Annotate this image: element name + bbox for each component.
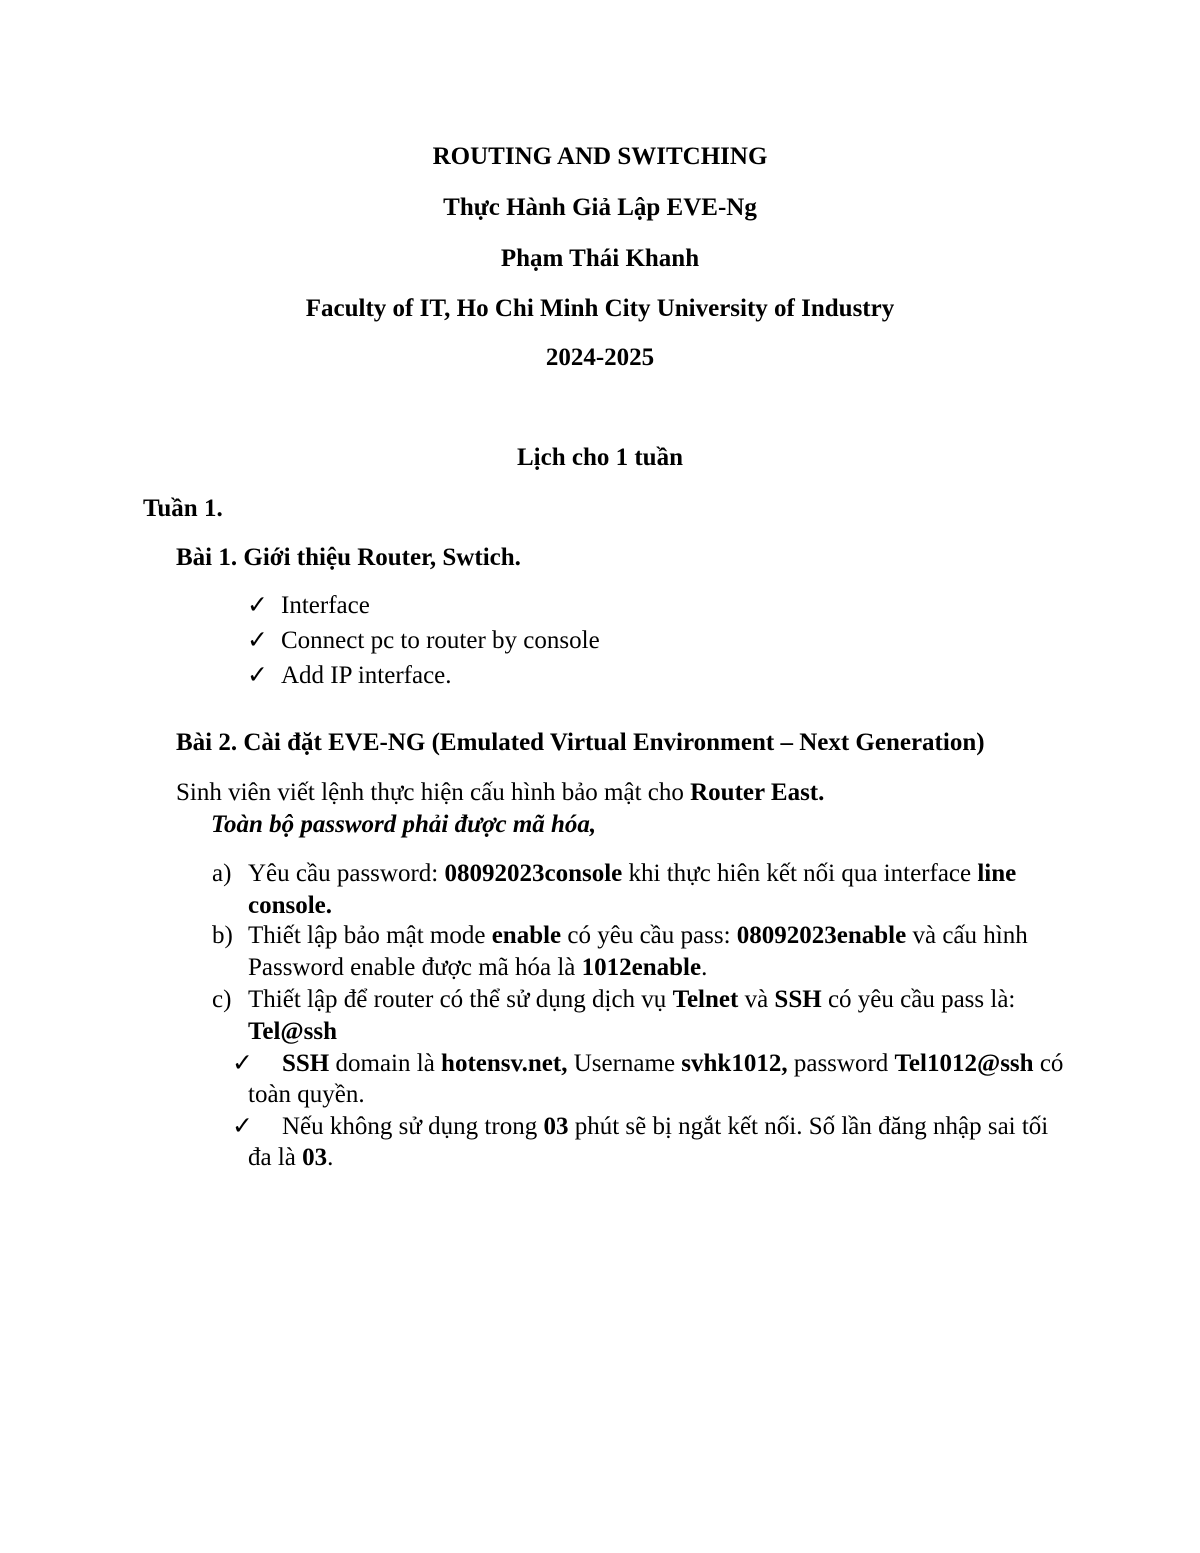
academic-year: 2024-2025 xyxy=(545,344,655,371)
list-item-continuation: Password enable được mã hóa là 1012enable. xyxy=(248,954,708,981)
author-name: Phạm Thái Khanh xyxy=(500,245,700,272)
list-item-continuation: Tel@ssh xyxy=(248,1018,338,1045)
list-item: b) Thiết lập bảo mật mode enable có yêu cầu pass: 08092023enable và cấu hình xyxy=(212,922,1028,949)
list-item-continuation: toàn quyền. xyxy=(248,1081,365,1108)
document-subtitle: Thực Hành Giả Lập EVE-Ng xyxy=(443,194,757,221)
lesson1-title: Bài 1. Giới thiệu Router, Swtich. xyxy=(176,544,521,571)
document-title: ROUTING AND SWITCHING xyxy=(432,143,768,170)
list-item: ✓ SSH domain là hotensv.net, Username svhk1012, password Tel1012@ssh có xyxy=(232,1050,1064,1077)
checkmark-icon: ✓ xyxy=(232,1050,253,1077)
checkmark-icon: ✓ xyxy=(247,627,268,654)
list-item: ✓ Connect pc to router by console xyxy=(247,627,600,654)
week-heading: Tuần 1. xyxy=(143,495,223,522)
lesson2-note: Toàn bộ password phải được mã hóa, xyxy=(211,811,597,838)
checkmark-icon: ✓ xyxy=(247,662,268,689)
list-item-continuation: đa là 03. xyxy=(248,1144,334,1171)
checkmark-icon: ✓ xyxy=(247,592,268,619)
list-item: a) Yêu cầu password: 08092023console khi thực hiên kết nối qua interface line xyxy=(212,860,1017,887)
schedule-title: Lịch cho 1 tuần xyxy=(516,444,683,471)
list-item-continuation: console. xyxy=(248,892,333,919)
list-item: ✓ Add IP interface. xyxy=(247,662,452,689)
list-item: c) Thiết lập để router có thể sử dụng dịch vụ Telnet và SSH có yêu cầu pass là: xyxy=(212,986,1016,1013)
list-item: ✓ Nếu không sử dụng trong 03 phút sẽ bị ngắt kết nối. Số lần đăng nhập sai tối xyxy=(232,1113,1049,1140)
faculty-name: Faculty of IT, Ho Chi Minh City University of Industry xyxy=(305,295,895,322)
lesson2-intro: Sinh viên viết lệnh thực hiện cấu hình bảo mật cho Router East. xyxy=(176,779,825,806)
checkmark-icon: ✓ xyxy=(232,1113,253,1140)
list-item: ✓ Interface xyxy=(247,592,370,619)
lesson2-title: Bài 2. Cài đặt EVE-NG (Emulated Virtual Environment – Next Generation) xyxy=(176,729,985,756)
